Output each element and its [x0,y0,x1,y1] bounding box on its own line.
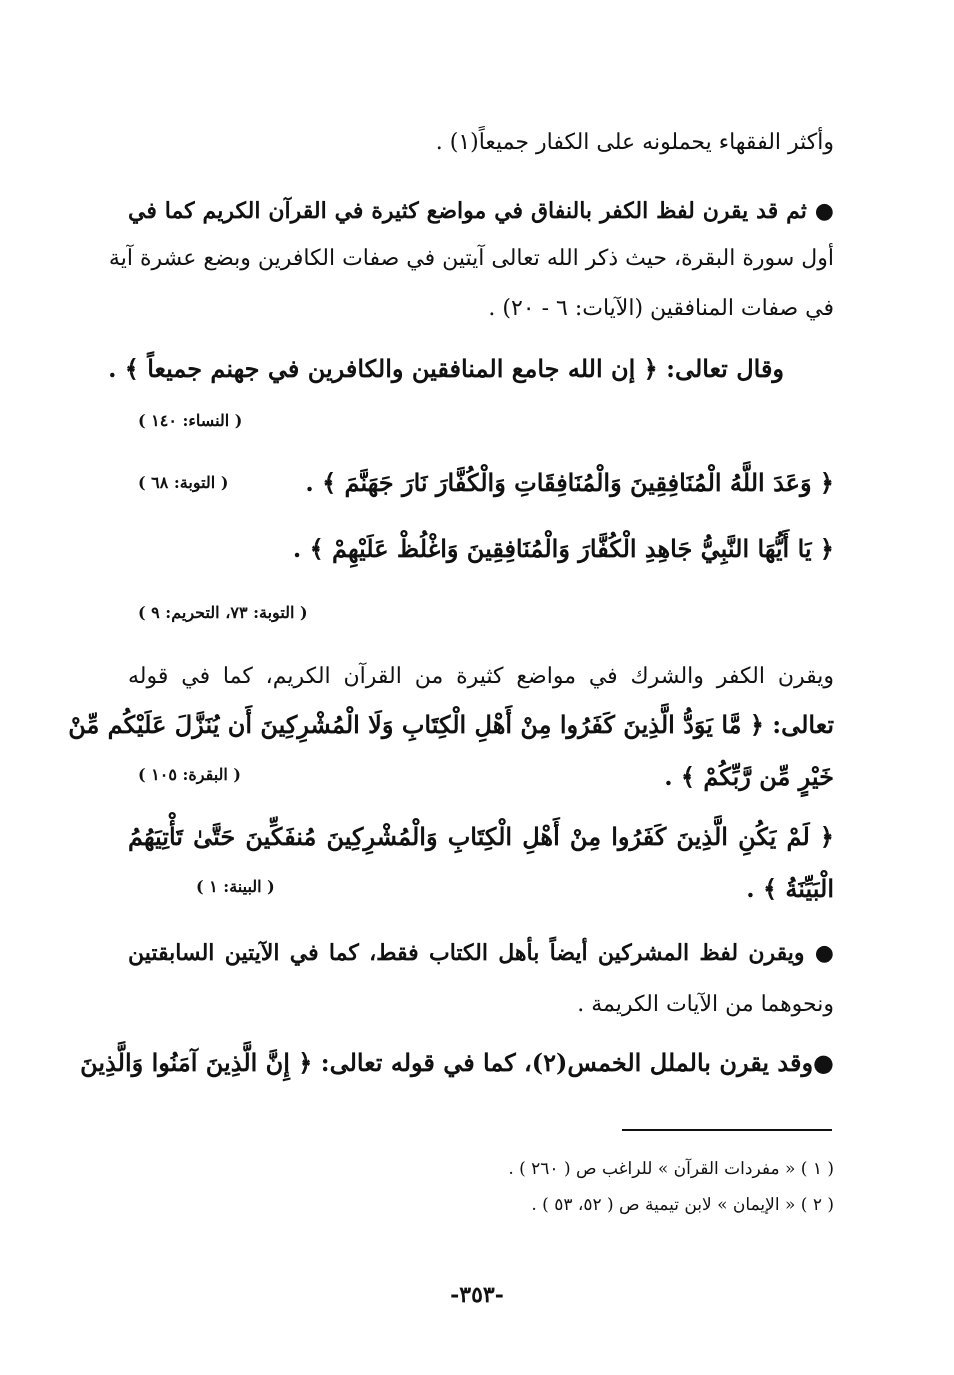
text-line-4: في صفات المنافقين (الآيات: ٦ - ٢٠) . [488,296,834,321]
text-line-mushrikin-1: ● ويقرن لفظ المشركين أيضاً بأهل الكتاب فقط، كما في الآيتين السابقتين [128,940,834,966]
verse-baqara-2: خَيْرٍ مِّن رَّبِّكُمْ ﴾ . [664,762,834,791]
verse-bayyina-2: الْبَيِّنَةُ ﴾ . [746,874,834,903]
ref-tawba-73: ( التوبة: ٧٣، التحريم: ٩ ) [138,603,308,622]
footnote-2: ( ٢ ) « الإيمان » لابن تيمية ص ( ٥٢، ٥٣ ) . [531,1195,834,1215]
footnote-1: ( ١ ) « مفردات القرآن » للراغب ص ( ٢٦٠ ) . [508,1159,834,1179]
footnote-divider [622,1129,832,1131]
ref-baqara: ( البقرة: ١٠٥ ) [138,765,241,784]
ref-nisa: ( النساء: ١٤٠ ) [138,411,243,430]
verse-baqara-1: تعالى: ﴿ مَّا يَوَدُّ الَّذِينَ كَفَرُوا مِنْ أَهْلِ الْكِتَابِ وَلَا الْمُشْرِكِينَ أَن يُنَزَّلَ عَلَيْكُم مِّنْ [68,710,834,739]
text-line-mushrikin-2: ونحوهما من الآيات الكريمة . [577,992,834,1017]
text-line-3: أول سورة البقرة، حيث ذكر الله تعالى آيتين في صفات الكافرين وبضع عشرة آية [108,246,834,271]
ref-tawba-68: ( التوبة: ٦٨ ) [138,473,229,492]
ref-bayyina: ( البينة: ١ ) [196,877,275,896]
verse-tawba-73: ﴿ يَا أَيُّهَا النَّبِيُّ جَاهِدِ الْكُفَّارَ وَالْمُنَافِقِينَ وَاغْلُظْ عَلَيْهِمْ ﴾ . [292,534,834,563]
page-number: -٣٥٣- [450,1282,504,1308]
text-line-1: وأكثر الفقهاء يحملونه على الكفار جميعاً(١) . [435,130,834,155]
text-line-milal: ●وقد يقرن بالملل الخمس(٢)، كما في قوله تعالى: ﴿ إِنَّ الَّذِينَ آمَنُوا وَالَّذِينَ [80,1048,834,1077]
text-line-2: ● ثم قد يقرن لفظ الكفر بالنفاق في مواضع كثيرة في القرآن الكريم كما في [128,198,834,224]
verse-nisa: وقال تعالى: ﴿ إن الله جامع المنافقين والكافرين في جهنم جميعاً ﴾ . [108,354,784,383]
text-line-shirk-1: ويقرن الكفر والشرك في مواضع كثيرة من القرآن الكريم، كما في قوله [128,664,834,689]
verse-bayyina-1: ﴿ لَمْ يَكُنِ الَّذِينَ كَفَرُوا مِنْ أَهْلِ الْكِتَابِ وَالْمُشْرِكِينَ مُنفَكِّينَ حَتَّىٰ تَأْتِيَهُمُ [128,822,834,851]
verse-tawba-68: ﴿ وَعَدَ اللَّهُ الْمُنَافِقِينَ وَالْمُنَافِقَاتِ وَالْكُفَّارَ نَارَ جَهَنَّمَ ﴾ . [305,468,834,497]
